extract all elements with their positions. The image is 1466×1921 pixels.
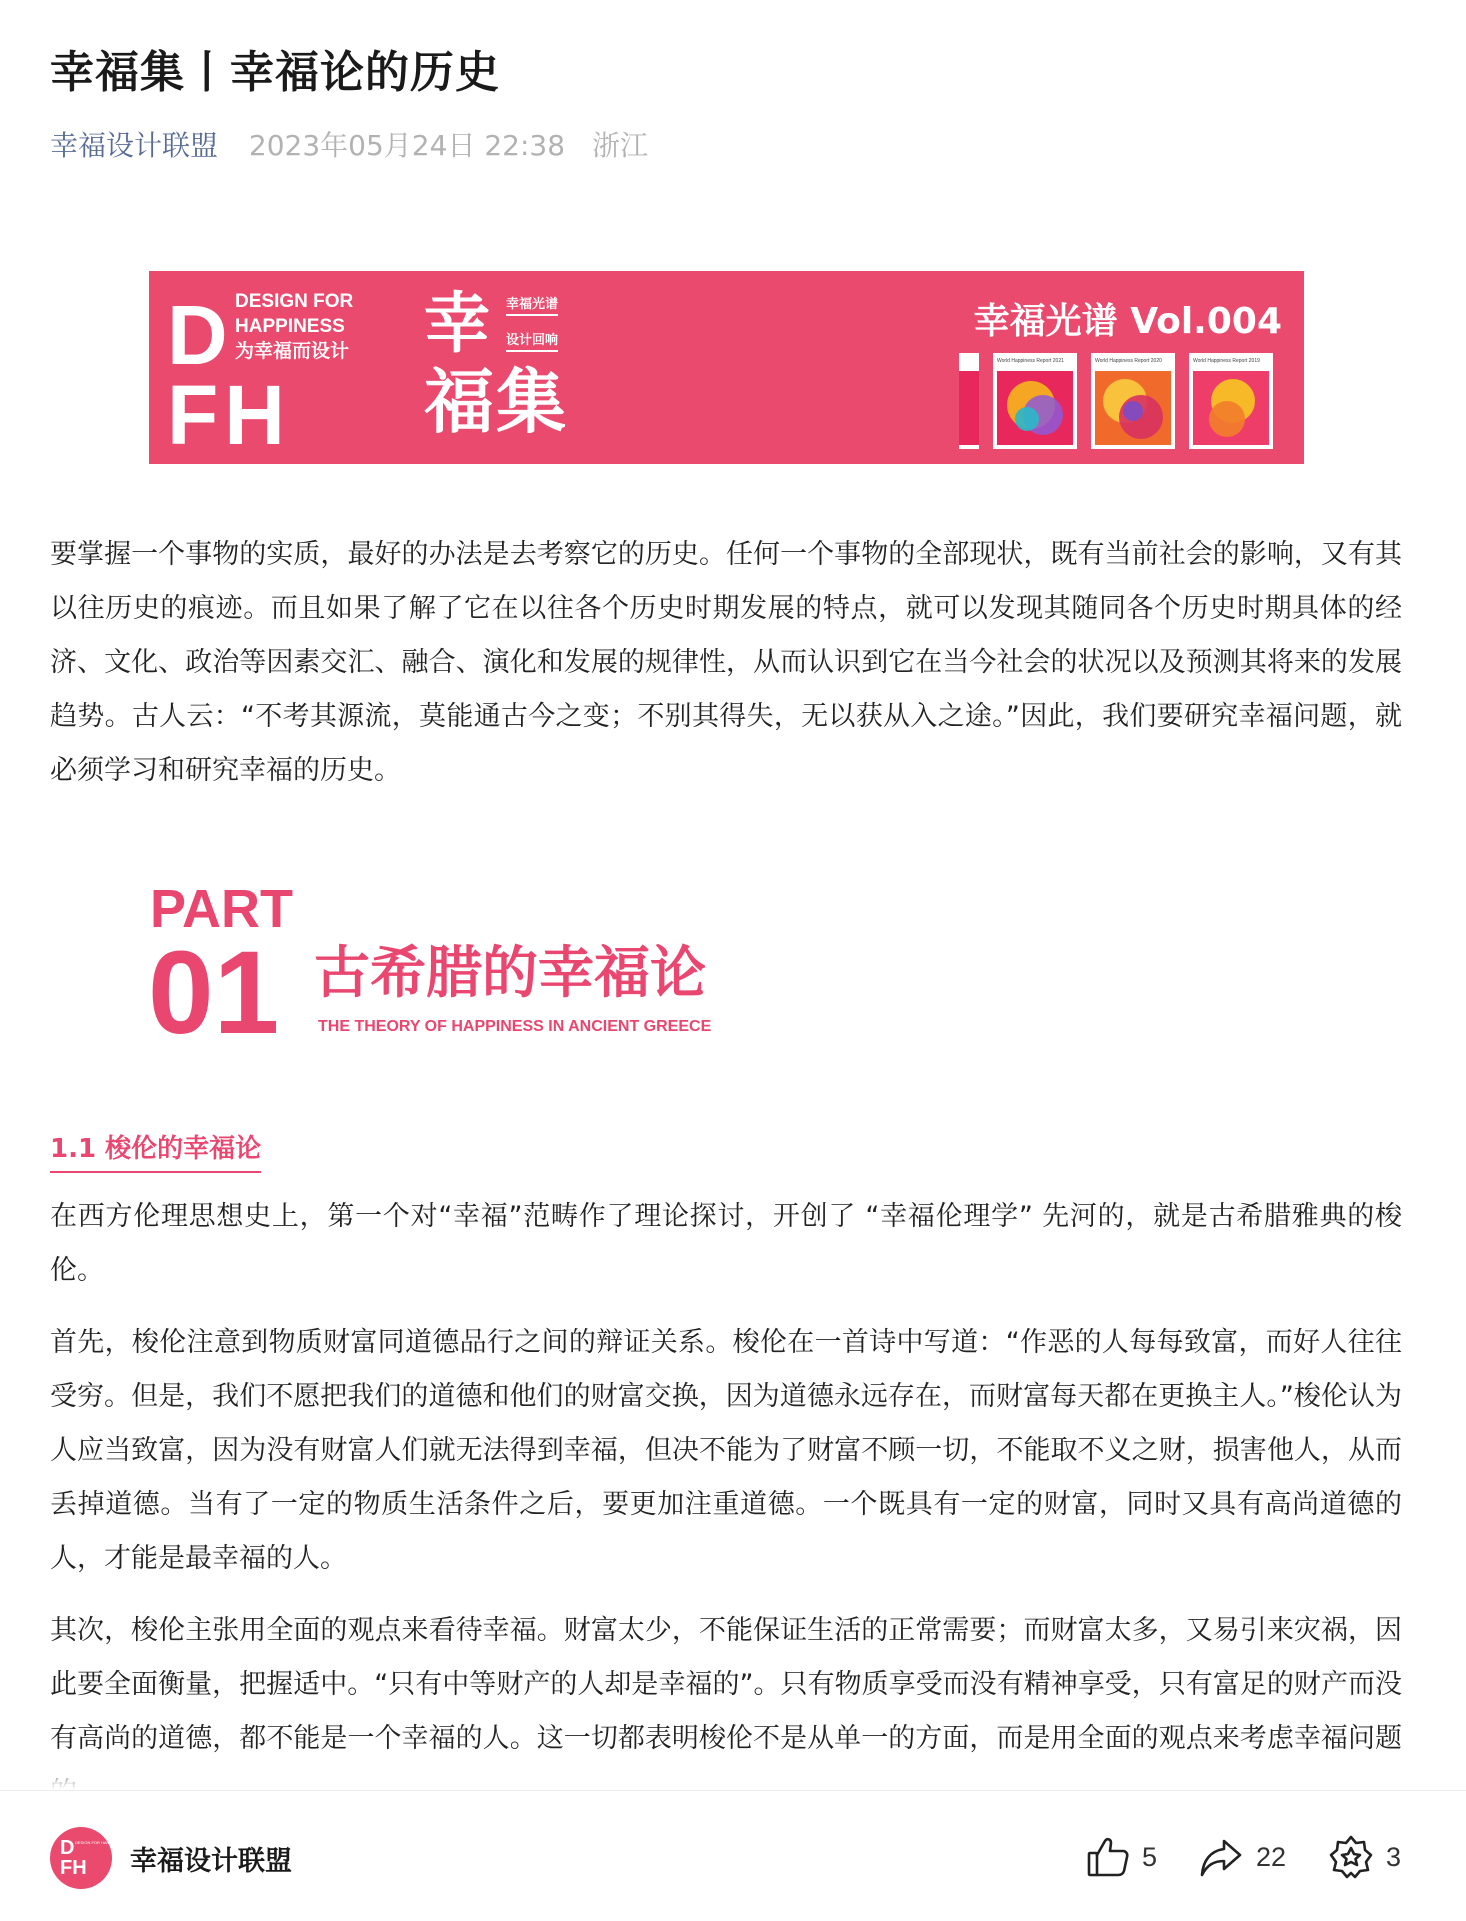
banner-tag-spectrum: 幸福光谱: [506, 293, 558, 316]
share-button[interactable]: [1198, 1829, 1286, 1885]
banner-title-rest: 福集: [424, 361, 568, 443]
section-paragraph-2: 首先，梭伦注意到物质财富同道德品行之间的辩证关系。梭伦在一首诗中写道：“作恶的人每每致富，而好人往往受穷。但是，我们不愿把我们的道德和他们的财富交换，因为道德永远存在，而财富每天都在更换主人。”梭伦认为人应当致富，因为没有财富人们就无法得到幸福，但决不能为了财富不顾一切，不能取不义之财，损害他人，从而丢掉道德。当有了一定的物质生活条件之后，要更加注重道德。一个既具有一定的财富，同时又具有高尚道德的人，才能是最幸福的人。: [50, 1327, 1402, 1574]
avatar-small-text: DESIGN FOR HAPPINESS 为幸福而设计: [75, 1840, 150, 1845]
part-subtitle: THE THEORY OF HAPPINESS IN ANCIENT GREECE: [318, 1018, 712, 1035]
banner-logo-line2: HAPPINESS: [235, 316, 345, 337]
section-paragraph-3: 其次，梭伦主张用全面的观点来看待幸福。财富太少，不能保证生活的正常需要；而财富太多，又易引来灾祸，因此要全面衡量，把握适中。“只有中等财产的人却是幸福的”。只有物质享受而没有精神享受，只有富足的财产而没有高尚的道德，都不能是一个幸福的人。这一切都表明梭伦不是从单一的方面，而是用全面的观点来考虑幸福问题: [50, 1615, 1402, 1754]
part-number: 01: [148, 927, 280, 1059]
share-arrow-icon: [1198, 1835, 1244, 1879]
publish-location: 浙江: [591, 129, 648, 162]
section-paragraph-1: 在西方伦理思想史上，第一个对“幸福”范畴作了理论探讨，开创了 “幸福伦理学” 先河的，就是古希腊雅典的梭伦。: [50, 1201, 1402, 1286]
report-cover-2019: World Happiness Report 2019: [1189, 353, 1273, 449]
banner-logo-text: [235, 289, 353, 364]
publish-date: 2023年05月24日 22:38: [248, 129, 566, 162]
report-cover-partial: [959, 353, 979, 449]
article-title: 幸福集丨幸福论的历史: [50, 47, 500, 98]
avatar-letter-d: D: [60, 1837, 75, 1859]
banner-logo-line1: DESIGN FOR: [235, 291, 354, 312]
author-link[interactable]: 幸福设计联盟: [50, 129, 219, 162]
part-label: PART: [150, 879, 293, 939]
like-count: 5: [1142, 1841, 1158, 1872]
bottom-action-bar: [0, 1790, 1466, 1921]
avatar-letters-fh: FH: [60, 1857, 87, 1879]
section-heading: 1.1 梭伦的幸福论: [50, 1128, 261, 1173]
content-fade: [0, 1754, 1466, 1790]
wow-button[interactable]: [1328, 1829, 1401, 1885]
banner-title-char: 幸: [424, 285, 490, 362]
like-button[interactable]: [1086, 1829, 1157, 1885]
star-badge-icon: [1328, 1834, 1374, 1880]
part-title: 古希腊的幸福论: [314, 941, 706, 1006]
banner-logo-fh: FH: [167, 368, 291, 462]
banner-logo-line3: 为幸福而设计: [235, 341, 350, 362]
report-cover-2021: World Happiness Report 2021: [993, 353, 1077, 449]
banner-report-covers: [967, 353, 1287, 449]
report-cover-2020: World Happiness Report 2020: [1091, 353, 1175, 449]
share-count: 22: [1256, 1841, 1287, 1872]
banner-logo-d: D: [167, 288, 228, 382]
header-banner: [149, 271, 1304, 464]
banner-tag-echo: 设计回响: [506, 329, 558, 352]
article-meta: [50, 124, 648, 164]
banner-series: 幸福光谱 Vol.004: [973, 301, 1282, 342]
intro-paragraph: 要掌握一个事物的实质，最好的办法是去考察它的历史。任何一个事物的全部现状，既有当前社会的影响，又有其以往历史的痕迹。而且如果了解了它在以往各个历史时期发展的特点，就可以发现其随同各个历史时期具体的经济、文化、政治等因素交汇、融合、演化和发展的规律性，从而认识到它在当今社会的状况以及预测其将来的发展趋势。古人云：“不考其源流，莫能通古今之变；不别其得失，无以获从入之途。”因此，我们要研究幸福问题，就必须学习和研究幸福的历史。: [50, 539, 1402, 786]
account-name[interactable]: 幸福设计联盟: [130, 1846, 292, 1877]
account-avatar[interactable]: [50, 1827, 150, 1889]
wow-count: 3: [1386, 1841, 1402, 1872]
thumbs-up-icon: [1086, 1835, 1130, 1879]
